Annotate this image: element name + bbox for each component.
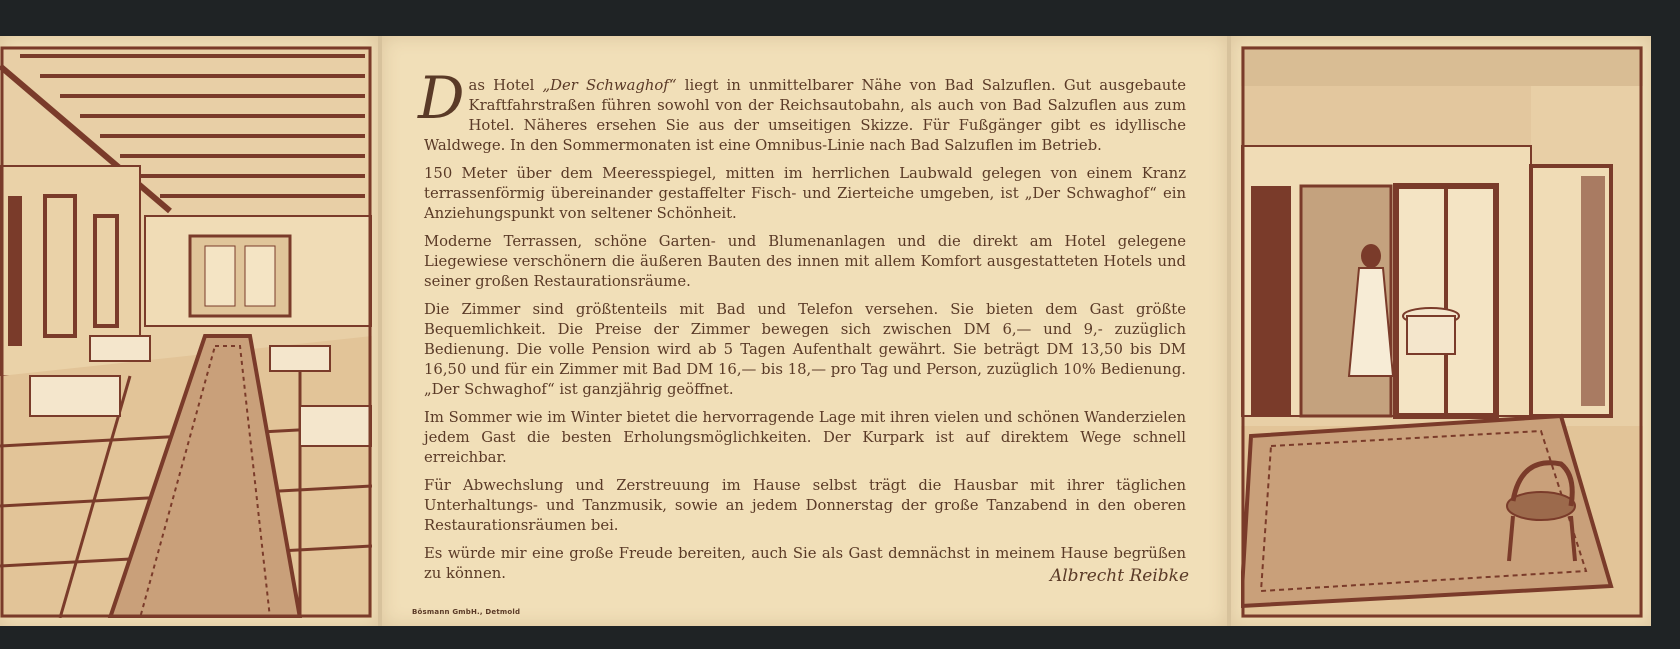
paragraph-entertainment: Für Abwechslung und Zerstreuung im Hause selbst trägt die Hausbar mit ihrer täglichen Unterhaltungs- und Tanzmusik, sowie an jedem Donnerstag der große Tanzabend in den oberen Restaurationsräumen bei. (424, 477, 1186, 534)
left-panel (0, 36, 378, 626)
letter-body (418, 64, 1187, 592)
drop-cap: D (418, 64, 465, 132)
paragraph-intro (418, 64, 1187, 156)
intro-rest: liegt in unmittelbarer Nähe von Bad Salzuflen. Gut ausgebaute Kraftfahrstraßen führen sowohl von der Reichsautobahn, als auch von Bad Salzuflen aus zum Hotel. Näheres ersehen Sie aus der umseitigen Skizze. Für Fußgänger gibt es idyllische Waldwege. In den Sommermonaten ist eine Omnibus-Linie nach Bad Salzuflen im Betrieb. (424, 77, 1187, 154)
signature: Albrecht Reibke (1049, 566, 1189, 586)
printer-credit: Bösmann GmbH., Detmold (412, 608, 521, 616)
dining-hall-illustration (0, 46, 372, 618)
paragraph-location: 150 Meter über dem Meeresspiegel, mitten im herrlichen Laubwald gelegen von einem Kranz terrassenförmig übereinander gestaffelter Fisch- und Zierteiche umgeben, ist „Der Schwaghof“ ein Anziehungspunkt von seltener Schönheit. (424, 165, 1186, 222)
intro-lead: as Hotel (468, 77, 543, 94)
paragraph-rooms: Die Zimmer sind größtenteils mit Bad und Telefon versehen. Sie bieten dem Gast größte Bequemlichkeit. Die Preise der Zimmer bewegen sich zwischen DM 6,— und 9,- zuzüglich Bedienung. Die volle Pension wird ab 5 Tagen Aufenthalt gewährt. Sie beträgt DM 13,50 bis DM 16,50 und für ein Zimmer mit Bad DM 16,— bis 18,— pro Tag und Person, zuzüglich 10% Bedienung. „Der Schwaghof“ ist ganzjährig geöffnet. (424, 301, 1186, 398)
paragraph-grounds: Moderne Terrassen, schöne Garten- und Blumenanlagen und die direkt am Hotel gelegene Liegewiese verschönern die äußeren Bauten des innen mit allem Komfort ausgestatteten Hotels und seiner großen Restaurationsräume. (424, 233, 1186, 290)
paragraph-invitation: Es würde mir eine große Freude bereiten, auch Sie als Gast demnächst in meinem Hause begrüßen zu können. (424, 545, 1186, 582)
text-panel (382, 36, 1227, 626)
paragraph-seasons: Im Sommer wie im Winter bietet die hervorragende Lage mit ihren vielen und schönen Wanderzielen jedem Gast die besten Erholungsmöglichkeiten. Der Kurpark ist auf direktem Wege schnell erreichbar. (424, 409, 1186, 466)
right-panel (1231, 36, 1651, 626)
terrace-room-illustration (1241, 46, 1643, 618)
hotel-name: „Der Schwaghof“ (542, 77, 677, 94)
